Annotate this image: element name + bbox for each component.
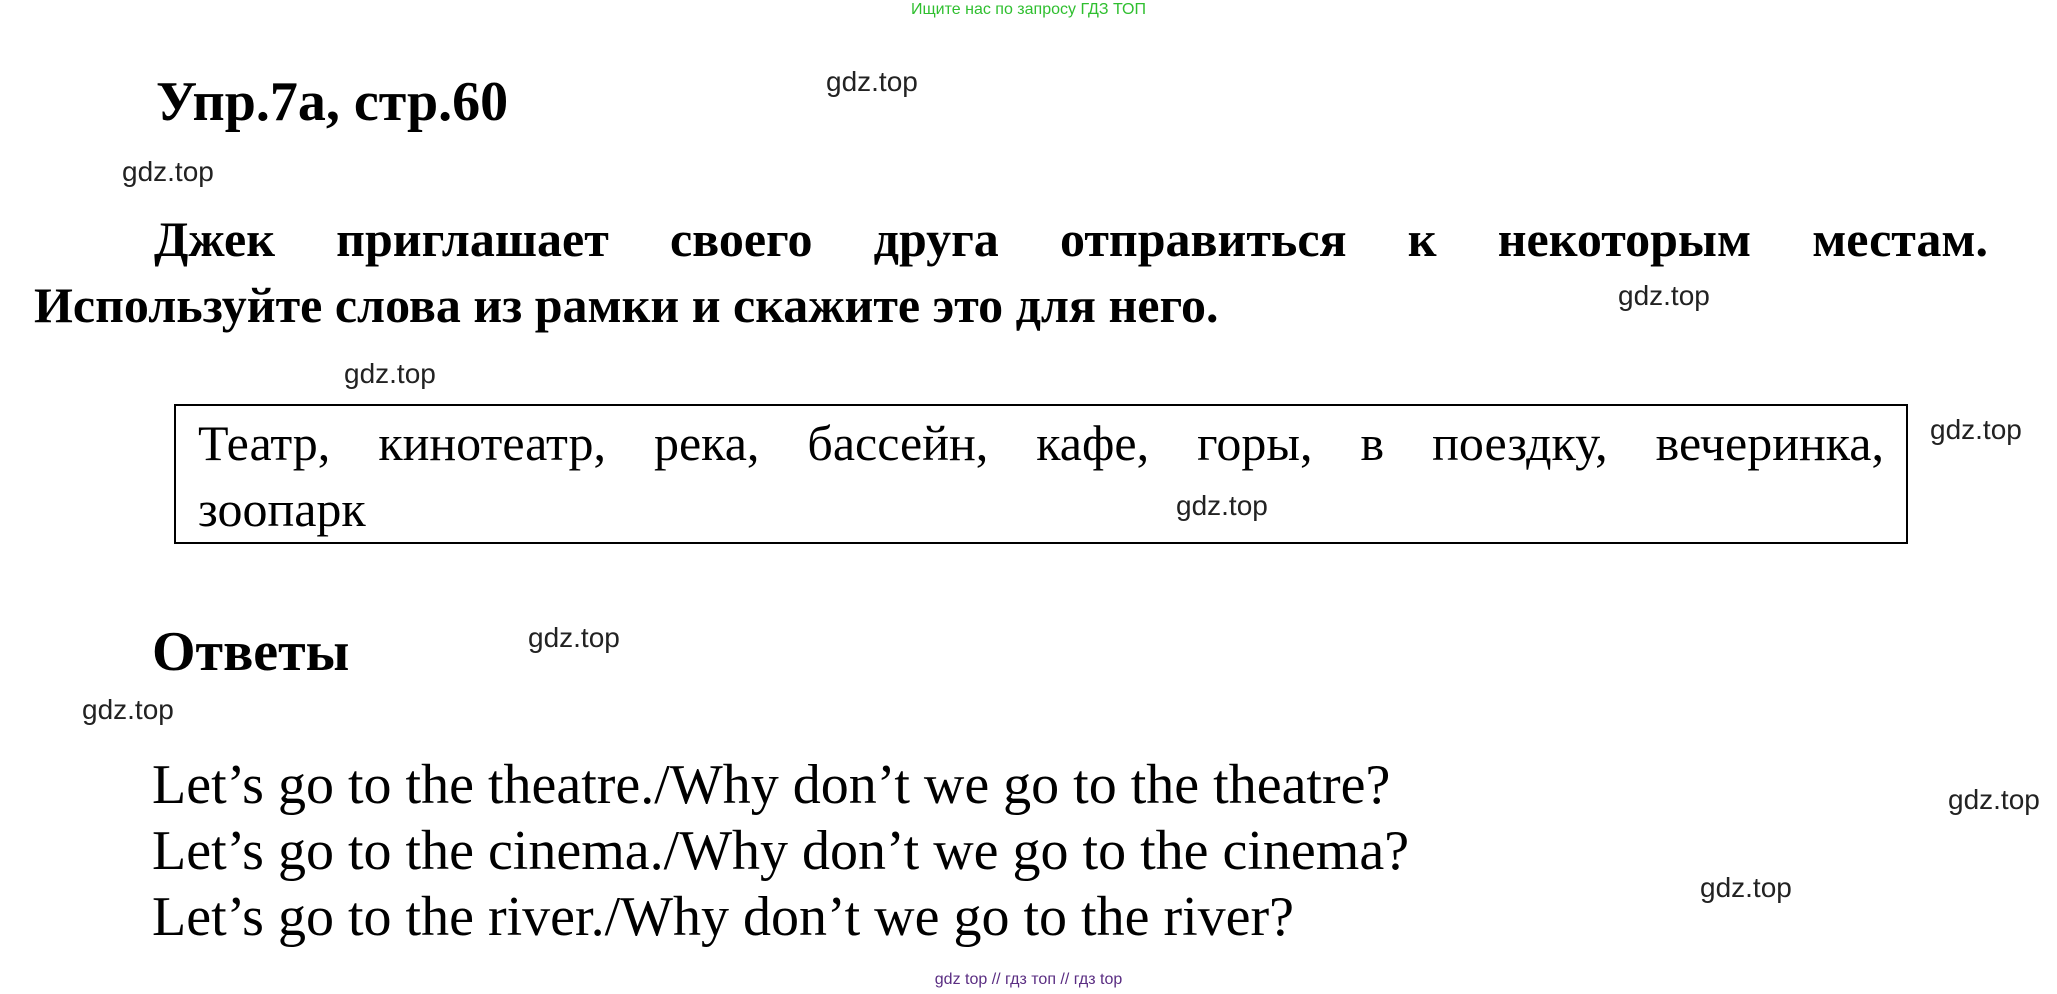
watermark: gdz.top — [82, 694, 174, 725]
top-banner: Ищите нас по запросу ГДЗ ТОП — [911, 1, 1146, 18]
answers-heading: Ответы — [152, 621, 350, 683]
watermark: gdz.top — [122, 156, 214, 187]
answer-line: Let’s go to the cinema./Why don’t we go to the cinema? — [152, 820, 1410, 882]
watermark: gdz.top — [826, 66, 918, 97]
instruction-line-1: Джек приглашает своего друга отправиться к некоторым местам. — [154, 211, 1988, 267]
page-title: Упр.7а, стр.60 — [156, 71, 509, 133]
watermark: gdz.top — [1930, 414, 2022, 445]
word-box-line-1: Театр, кинотеатр, река, бассейн, кафе, горы, в поездку, вечеринка, — [198, 415, 1884, 471]
watermark: gdz.top — [1948, 784, 2040, 815]
answer-line: Let’s go to the river./Why don’t we go to the river? — [152, 886, 1295, 948]
watermark: gdz.top — [1176, 490, 1268, 521]
answers-list — [152, 752, 1409, 950]
answer-line: Let’s go to the theatre./Why don’t we go to the theatre? — [152, 754, 1391, 816]
watermark: gdz.top — [528, 622, 620, 653]
exercise-instruction — [34, 206, 1988, 338]
word-box — [174, 404, 1908, 544]
watermark: gdz.top — [1700, 872, 1792, 903]
instruction-line-2: Используйте слова из рамки и скажите это для него. — [34, 277, 1219, 333]
watermark: gdz.top — [1618, 280, 1710, 311]
footer-watermark: gdz top // гдз топ // гдз top — [934, 971, 1123, 988]
watermark: gdz.top — [344, 358, 436, 389]
word-box-line-2: зоопарк — [198, 481, 366, 537]
